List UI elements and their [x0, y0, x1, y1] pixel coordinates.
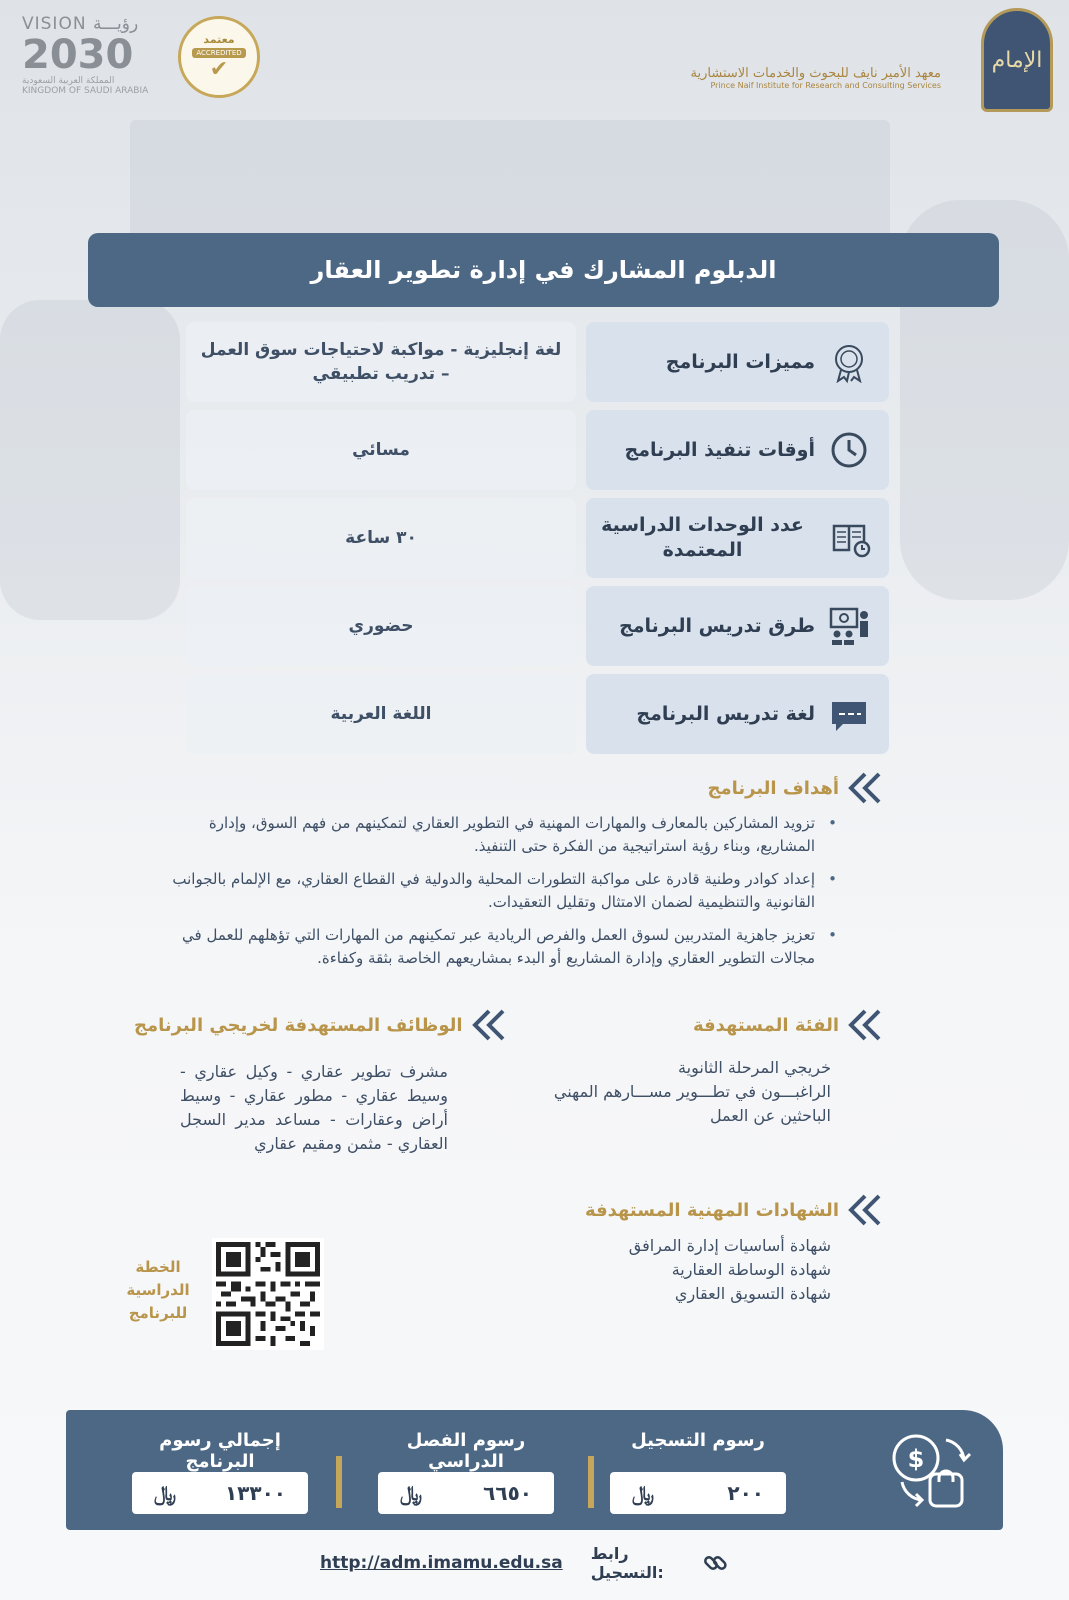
info-value: ٣٠ ساعة: [186, 498, 576, 578]
registration-fee: [610, 1410, 786, 1530]
registration-link-label: رابط التسجيل:: [590, 1544, 664, 1582]
presentation-icon: [827, 604, 871, 648]
target-group-heading-text: الفئة المستهدفة: [692, 1014, 839, 1036]
vision-country-en: KINGDOM OF SAUDI ARABIA: [22, 86, 149, 96]
semester-fee-box: [378, 1472, 554, 1514]
vision-top-text: VISION رؤيـــة: [22, 14, 139, 34]
fees-divider: [588, 1456, 594, 1508]
total-fee: [132, 1410, 308, 1530]
riyal-icon: ﷼: [632, 1481, 655, 1505]
award-badge-icon: [827, 340, 871, 384]
jobs-text: مشرف تطوير عقاري - وكيل عقاري - وسيط عقاري - مطور عقاري - وسيط أراض وعقارات - مساعد مدير السجل العقاري - مثمن ومقيم عقاري: [180, 1062, 448, 1153]
jobs-heading-text: الوظائف المستهدفة لخريجي البرنامج: [134, 1014, 463, 1036]
target-group-line: الباحثين عن العمل: [709, 1106, 831, 1125]
semester-fee-label: رسوم الفصل الدراسي: [406, 1430, 526, 1472]
program-info-table: [186, 322, 889, 762]
info-value: حضوري: [186, 586, 576, 666]
registration-link-row: [320, 1538, 728, 1588]
fees-divider: [336, 1456, 342, 1508]
riyal-icon: ﷼: [154, 1481, 177, 1505]
target-group-list: [551, 1056, 831, 1128]
chain-link-icon: [703, 1546, 728, 1580]
goal-item: • تعزيز جاهزية المتدربين لسوق العمل والفرص الريادية عبر تمكينهم من المهارات التي تؤهلهم للعمل في مجالات التطوير العقاري وإدارة المشاريع أو البدء بمشاريعهم الخاصة بثقة وكفاءة.: [147, 924, 837, 970]
info-label: أوقات تنفيذ البرنامج: [624, 438, 815, 461]
info-value: مسائي: [186, 410, 576, 490]
registration-url-link[interactable]: http://adm.imamu.edu.sa: [320, 1553, 563, 1573]
semester-fee: [378, 1410, 554, 1530]
program-title-bar: [88, 233, 999, 307]
vision-country-ar: المملكة العربية السعودية: [22, 76, 115, 86]
certificate-line: شهادة أساسيات إدارة المرافق: [628, 1236, 831, 1255]
info-value: لغة إنجليزية - مواكبة لاحتياجات سوق العمل – تدريب تطبيقي: [186, 322, 576, 402]
program-title: الدبلوم المشارك في إدارة تطوير العقار: [310, 256, 777, 284]
goals-heading: [707, 770, 883, 806]
goal-item: • تزويد المشاركين بالمعارف والمهارات المهنية في التطوير العقاري لتمكينهم من فهم السوق، وإدارة المشاريع، وبناء رؤية استراتيجية من الفكرة حتى التنفيذ.: [147, 812, 837, 858]
registration-fee-value: ٢٠٠: [727, 1481, 764, 1505]
info-label: عدد الوحدات الدراسية المعتمدة: [601, 514, 804, 561]
certificates-heading-text: الشهادات المهنية المستهدفة: [584, 1199, 839, 1221]
vision-2030-logo: [22, 14, 152, 104]
info-label-cell: [586, 674, 889, 754]
institute-name-ar: معهد الأمير نايف للبحوث والخدمات الاستشارية: [690, 66, 941, 81]
info-row-language: [186, 674, 889, 754]
clock-icon: [827, 428, 871, 472]
chat-bubble-icon: [827, 692, 871, 736]
accredited-en: ACCREDITED: [192, 48, 245, 58]
money-bag-exchange-icon: [886, 1428, 976, 1512]
total-fee-label: إجمالي رسوم البرنامج: [159, 1430, 281, 1472]
info-label: مميزات البرنامج: [665, 350, 815, 373]
target-group-heading: [693, 1007, 883, 1043]
info-label: لغة تدريس البرنامج: [636, 702, 815, 725]
info-row-units: [186, 498, 889, 578]
goals-heading-text: أهداف البرنامج: [707, 777, 839, 799]
info-label-cell: [586, 322, 889, 402]
background-building: [130, 120, 890, 240]
certificates-heading: [585, 1192, 883, 1228]
book-clock-icon: [831, 516, 871, 560]
vision-year: 2030: [22, 32, 134, 78]
info-label-cell: [586, 498, 889, 578]
university-logo-text: الإمام: [991, 47, 1043, 73]
double-chevron-icon: [847, 770, 883, 806]
registration-fee-box: [610, 1472, 786, 1514]
double-chevron-icon: [847, 1007, 883, 1043]
study-plan-label: الخطة الدراسية للبرنامج: [126, 1258, 190, 1322]
info-row-methods: [186, 586, 889, 666]
goals-list: [147, 812, 837, 980]
total-fee-value: ١٣٣٠٠: [224, 1481, 286, 1505]
info-row-times: [186, 410, 889, 490]
certificate-line: شهادة الوساطة العقارية: [671, 1260, 831, 1279]
check-icon: ✔: [209, 56, 229, 82]
university-logo: [981, 8, 1053, 112]
target-group-line: خريجي المرحلة الثانوية: [678, 1058, 831, 1077]
svg-text:$: $: [907, 1445, 925, 1473]
accredited-seal: [178, 16, 260, 98]
total-fee-box: [132, 1472, 308, 1514]
institute-name: [691, 66, 941, 90]
institute-name-en: Prince Naif Institute for Research and Consulting Services: [710, 81, 941, 90]
study-plan-qr-code[interactable]: [212, 1238, 324, 1350]
accredited-ar: معتمد: [203, 32, 235, 46]
semester-fee-value: ٦٦٥٠: [483, 1481, 532, 1505]
double-chevron-icon: [847, 1192, 883, 1228]
info-row-features: [186, 322, 889, 402]
info-label-cell: [586, 586, 889, 666]
double-chevron-icon: [471, 1007, 507, 1043]
info-label-cell: [586, 410, 889, 490]
certificates-list: [531, 1234, 831, 1306]
goal-item: • إعداد كوادر وطنية قادرة على مواكبة التطورات المحلية والدولية في القطاع العقاري، مع الإلمام بالجوانب القانونية والتنظيمية لضمان الامتثال وتقليل التعقيدات.: [147, 868, 837, 914]
registration-fee-label: رسوم التسجيل: [631, 1430, 765, 1451]
fees-panel: [66, 1410, 1003, 1530]
certificate-line: شهادة التسويق العقاري: [674, 1284, 831, 1303]
target-group-line: الراغبـــون في تطـــوير مســـارهم المهني: [553, 1082, 831, 1101]
background-trees: [0, 300, 180, 620]
info-value: اللغة العربية: [186, 674, 576, 754]
jobs-heading: [134, 1007, 507, 1043]
riyal-icon: ﷼: [400, 1481, 423, 1505]
info-label: طرق تدريس البرنامج: [619, 614, 815, 637]
